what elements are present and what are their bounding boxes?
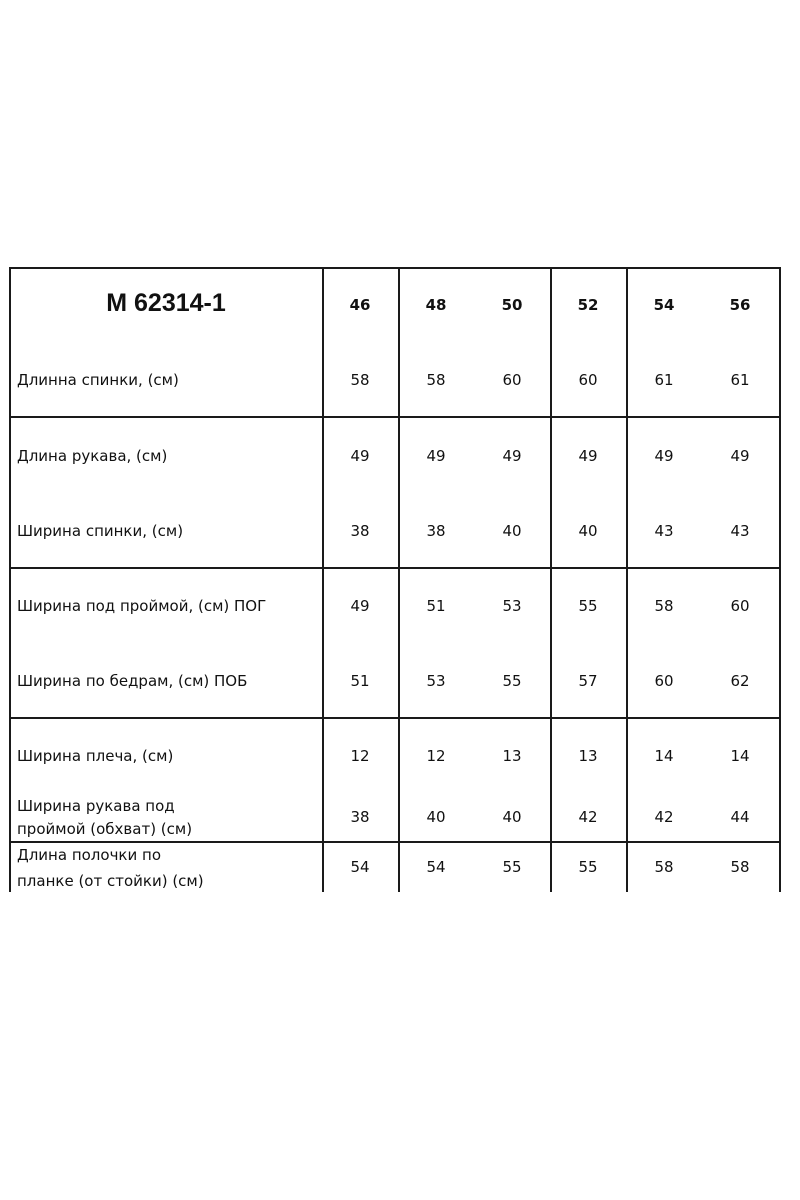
row-label: Длинна спинки, (см) [17,371,179,389]
table-border-top [9,267,781,269]
table-cell: 44 [730,808,750,826]
size-header: 50 [501,296,523,314]
table-cell: 55 [578,597,598,615]
row-label: Длина рукава, (см) [17,447,168,465]
table-cell: 60 [730,597,750,615]
table-cell: 38 [350,808,370,826]
size-table [9,267,781,892]
table-cell: 43 [654,522,674,540]
table-cell: 14 [730,747,750,765]
row-label: планке (от стойки) (см) [17,872,204,890]
table-column-divider [398,267,400,892]
table-cell: 58 [426,371,446,389]
table-cell: 40 [502,808,522,826]
table-cell: 42 [654,808,674,826]
table-divider [9,416,781,418]
table-cell: 49 [654,447,674,465]
table-cell: 49 [350,597,370,615]
table-cell: 40 [426,808,446,826]
table-cell: 12 [350,747,370,765]
table-cell: 40 [502,522,522,540]
table-cell: 49 [502,447,522,465]
size-header: 54 [653,296,675,314]
row-label: проймой (обхват) (см) [17,820,193,838]
row-label: Ширина по бедрам, (см) ПОБ [17,672,248,690]
model-code: М 62314-1 [106,289,226,317]
table-cell: 43 [730,522,750,540]
size-header: 52 [577,296,599,314]
table-cell: 55 [578,858,598,876]
row-label: Ширина под проймой, (см) ПОГ [17,597,267,615]
table-cell: 57 [578,672,598,690]
table-cell: 51 [426,597,446,615]
table-cell: 61 [730,371,750,389]
table-cell: 61 [654,371,674,389]
table-cell: 49 [578,447,598,465]
table-cell: 55 [502,672,522,690]
table-cell: 60 [502,371,522,389]
table-cell: 55 [502,858,522,876]
row-label: Ширина плеча, (см) [17,747,174,765]
table-cell: 53 [502,597,522,615]
table-cell: 12 [426,747,446,765]
table-divider [9,717,781,719]
table-column-divider [626,267,628,892]
table-cell: 40 [578,522,598,540]
row-label: Длина полочки по [17,846,161,864]
table-cell: 60 [654,672,674,690]
table-border-right [779,267,781,892]
table-cell: 38 [350,522,370,540]
table-cell: 54 [350,858,370,876]
size-header: 56 [729,296,751,314]
table-column-divider [550,267,552,892]
table-cell: 58 [730,858,750,876]
table-cell: 51 [350,672,370,690]
table-cell: 49 [730,447,750,465]
table-cell: 42 [578,808,598,826]
table-cell: 60 [578,371,598,389]
size-header: 48 [425,296,447,314]
size-header: 46 [349,296,371,314]
table-cell: 62 [730,672,750,690]
table-cell: 58 [350,371,370,389]
row-label: Ширина рукава под [17,797,175,815]
row-label: Ширина спинки, (см) [17,522,184,540]
table-cell: 49 [426,447,446,465]
table-cell: 49 [350,447,370,465]
table-cell: 14 [654,747,674,765]
table-border-left [9,267,11,892]
table-cell: 58 [654,597,674,615]
table-cell: 13 [578,747,598,765]
table-cell: 53 [426,672,446,690]
table-cell: 58 [654,858,674,876]
table-column-divider [322,267,324,892]
table-cell: 13 [502,747,522,765]
table-cell: 54 [426,858,446,876]
table-cell: 38 [426,522,446,540]
table-divider [9,567,781,569]
